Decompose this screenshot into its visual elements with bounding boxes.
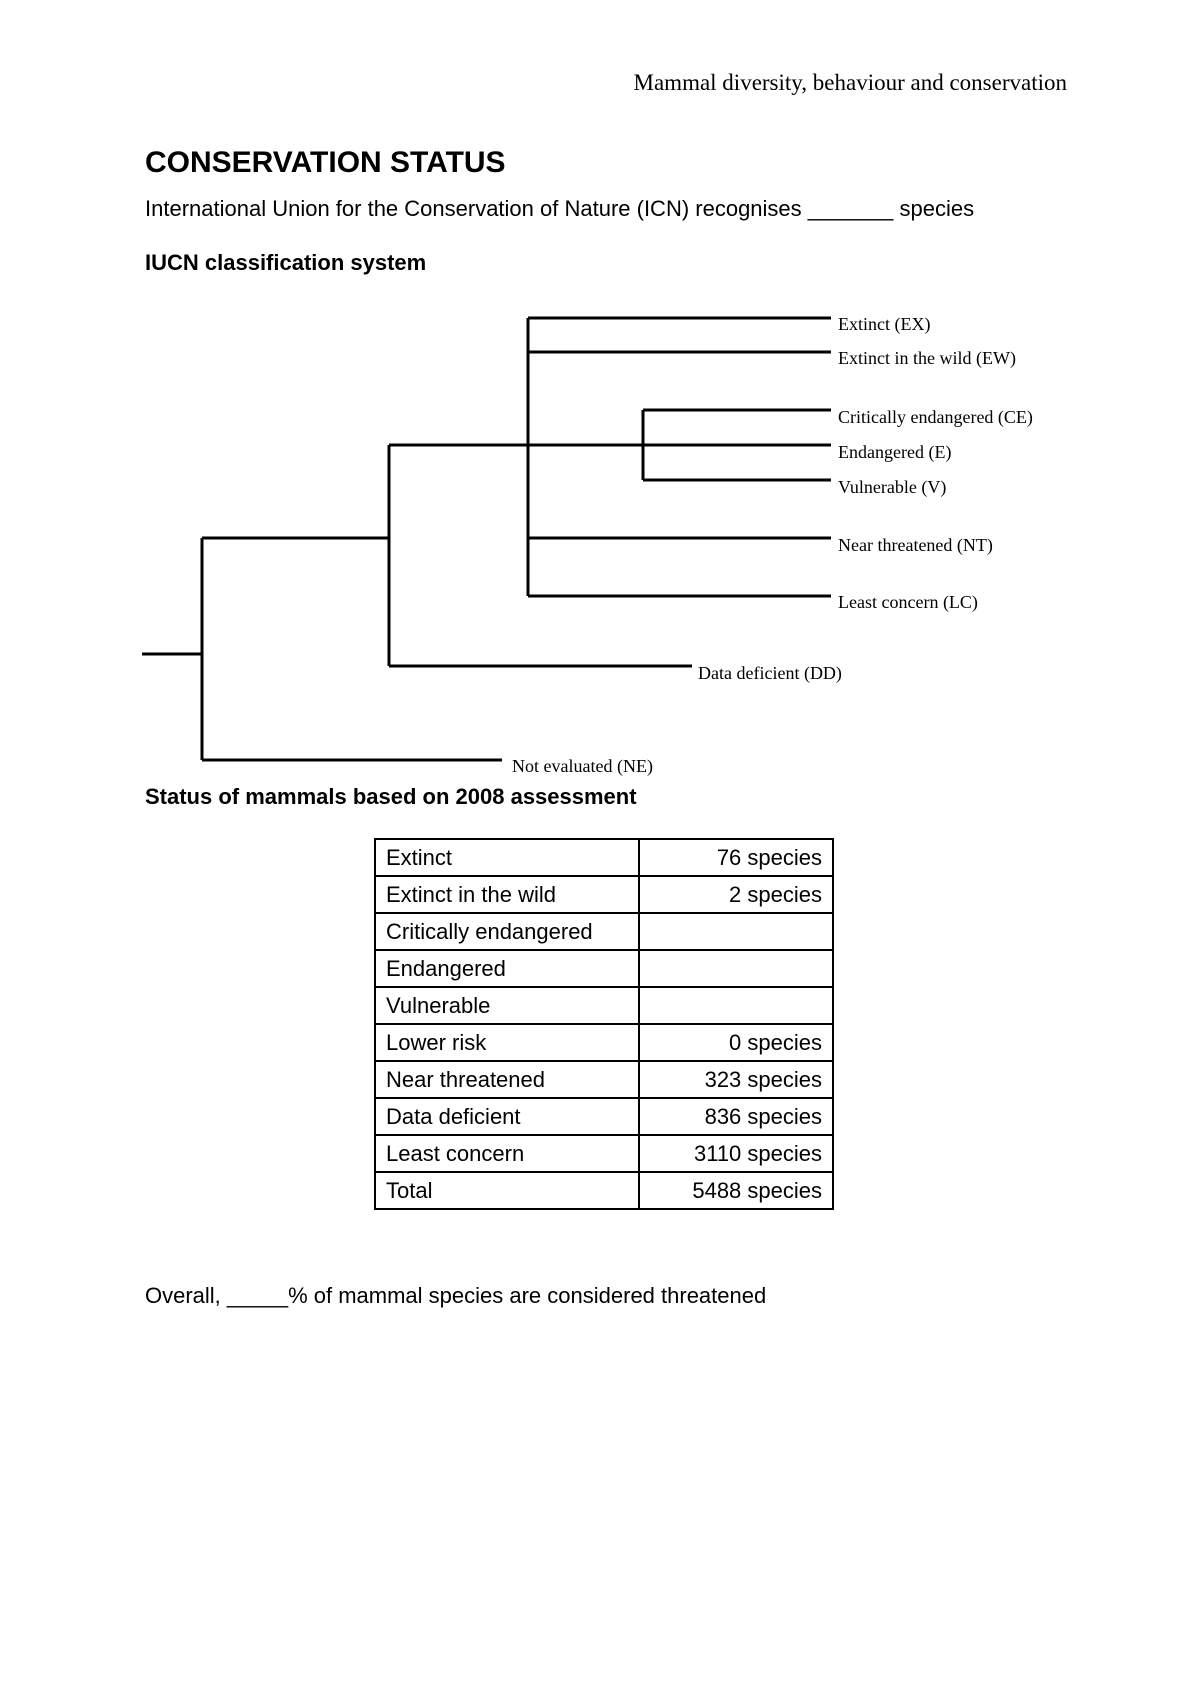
status-category-cell: Extinct	[375, 839, 639, 876]
species-count-cell: 323 species	[639, 1061, 833, 1098]
status-category-cell: Vulnerable	[375, 987, 639, 1024]
species-count-cell	[639, 950, 833, 987]
category-label: Extinct in the wild (EW)	[838, 348, 1016, 368]
table-row-total	[375, 1172, 833, 1209]
species-count-cell: 0 species	[639, 1024, 833, 1061]
species-count-cell	[639, 987, 833, 1024]
status-category-cell: Critically endangered	[375, 913, 639, 950]
table-row	[375, 913, 833, 950]
table-row	[375, 987, 833, 1024]
table-row	[375, 1098, 833, 1135]
intro-sentence: International Union for the Conservation of Nature (ICN) recognises _______ species	[145, 196, 975, 221]
mammal-status-table	[374, 838, 834, 1210]
table-row	[375, 1024, 833, 1061]
status-table-heading: Status of mammals based on 2008 assessment	[145, 784, 637, 809]
status-category-cell: Endangered	[375, 950, 639, 987]
category-label: Least concern (LC)	[838, 592, 978, 612]
table-row	[375, 839, 833, 876]
species-count-cell: 3110 species	[639, 1135, 833, 1172]
table-row	[375, 1135, 833, 1172]
species-count-cell	[639, 913, 833, 950]
running-header: Mammal diversity, behaviour and conservation	[633, 70, 1067, 95]
category-label: Not evaluated (NE)	[512, 756, 653, 776]
status-category-cell: Extinct in the wild	[375, 876, 639, 913]
species-count-cell: 5488 species	[639, 1172, 833, 1209]
category-label: Vulnerable (V)	[838, 477, 947, 497]
category-label: Data deficient (DD)	[698, 663, 842, 683]
status-category-cell: Data deficient	[375, 1098, 639, 1135]
category-label: Endangered (E)	[838, 442, 952, 462]
status-category-cell: Total	[375, 1172, 639, 1209]
status-category-cell: Near threatened	[375, 1061, 639, 1098]
overall-sentence: Overall, _____% of mammal species are considered threatened	[145, 1283, 767, 1308]
species-count-cell: 836 species	[639, 1098, 833, 1135]
category-label: Extinct (EX)	[838, 314, 931, 334]
status-category-cell: Least concern	[375, 1135, 639, 1172]
species-count-cell: 2 species	[639, 876, 833, 913]
category-label: Near threatened (NT)	[838, 535, 993, 555]
page-title: CONSERVATION STATUS	[145, 146, 506, 179]
status-category-cell: Lower risk	[375, 1024, 639, 1061]
classification-heading: IUCN classification system	[145, 250, 427, 275]
category-label: Critically endangered (CE)	[838, 407, 1033, 427]
table-row	[375, 950, 833, 987]
table-row	[375, 1061, 833, 1098]
species-count-cell: 76 species	[639, 839, 833, 876]
table-row	[375, 876, 833, 913]
iucn-classification-tree	[0, 0, 1200, 790]
